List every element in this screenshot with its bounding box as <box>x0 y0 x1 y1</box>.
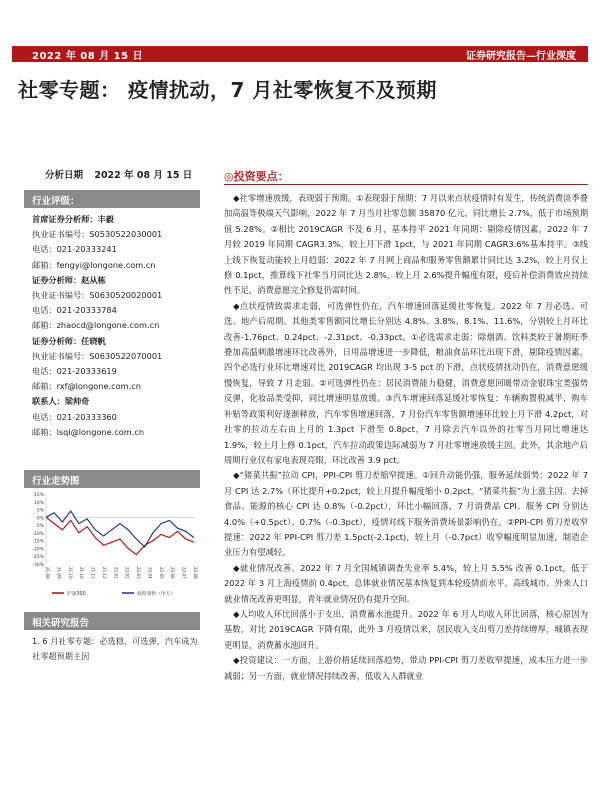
x-tick-label: 22-01 <box>113 567 119 579</box>
x-tick-label: 22-08 <box>193 567 198 579</box>
contact-name: 梁帅奇 <box>64 396 90 407</box>
cert-number: S0630520020001 <box>89 290 163 301</box>
chart-title: 行业走势图 <box>24 470 200 488</box>
legend-label: 沪深300 <box>67 591 86 597</box>
analyst-role: 首席证券分析师： <box>32 214 98 224</box>
series-line <box>46 511 194 547</box>
related-report-item[interactable]: 1. 6 月社零专题：必选稳，可选弹，汽车成为社零超预期主因 <box>32 636 198 661</box>
x-tick-label: 21-09 <box>56 567 62 579</box>
tel-label: 电话： <box>32 411 57 422</box>
mail-label: 邮箱： <box>32 381 57 392</box>
investment-title: ◎投资要点： <box>224 170 289 183</box>
x-tick-label: 22-04 <box>147 567 153 579</box>
email-link[interactable]: lsqi@longone.com.cn <box>56 426 145 437</box>
tel-number: 021-20333619 <box>56 366 117 377</box>
analyst-name: 丰毅 <box>97 214 114 224</box>
analysis-date-label: 分析日期 <box>45 170 84 181</box>
paragraph: ◆社零增速放缓，表现弱于预期。①表现弱于预期：7 月以来点状疫情时有发生，传统消费淡季叠加高温等极端天气影响，2022 年 7 月当月社零总额 35870 亿元，同比增长 2.7%，低于市场预期值 5.28%。②相比 2019CAGR 不及 6 月，基本持平 2021 年同期：剔除疫情因素，2022 年 7 月较 2019 年同期 CAGR3.3%，较上月下滑 1pct，与 2021 年同期 CAGR3.6%基本持平。③线上线下恢复动能较上月趋弱：2022 年 7 月网上商品和服务零售额累计同比达 3.2%，较上月仅上修 0.1pct，推算线下社零当月同比达 2.8%，较上月 2.6%提升幅度有限，疫后补偿消费效应持续性不足，消费意愿完全修复仍需时间。 <box>224 193 588 296</box>
y-tick-label: -5% <box>35 524 44 530</box>
x-tick-label: 22-03 <box>136 567 142 579</box>
analyst-block <box>32 334 202 395</box>
report-date: 2022 年 08 月 15 日 <box>32 51 144 62</box>
tel-label: 电话： <box>32 305 57 316</box>
y-tick-label: -15% <box>32 539 44 545</box>
paragraph: ◆“猪菜共振”拉动 CPI，PPI-CPI 剪刀差缩窄提速。①回升动能仍强，服务延续弱势：2022 年 7 月 CPI 达 2.7%（环比提升+0.2pct，较上月提升幅度缩小 0.2pct，“猪菜共振”为上涨主因。去掉食品、能源的核心 CPI 达 0.8%（-0.2pct），环比小幅回落，7 月消费品 CPI、服务 CPI 分别达 4.0%（+0.5pct）、0.7%（-0.3pct），疫情对线下服务消费场景影响仍在。②PPI-CPI 剪刀差收窄提速：2022 年 PPI-CPI 剪刀差 1.5pct(-2.1pct)，较上月（-0.7pct）收窄幅度明显加速，制造企业压力有望减轻。 <box>224 470 588 558</box>
paragraph: ◆投资建议：一方面，上游价格延续回落趋势，带动 PPI-CPI 剪刀差收窄提速，成本压力进一步减弱；另一方面，就业情况持续改善，低收入人群就业 <box>224 655 588 681</box>
report-title: 社零专题： 疫情扰动，7 月社零恢复不及预期 <box>18 78 437 102</box>
x-tick-label: 22-05 <box>158 567 164 579</box>
paragraph: ◆人均收入环比回落小于支出，消费蓄水池提升。2022 年 6 月人均收入环比回落，核心原因为基数，对比 2019CAGR 下降有限，此外 3 月疫情以来，居民收入支出剪刀差持续增厚，城镇表现更明显，消费蓄水池回升。 <box>224 608 588 650</box>
y-tick-label: 10% <box>33 500 44 506</box>
rating-box <box>24 190 200 208</box>
analysis-date-value: 2022 年 08 月 15 日 <box>94 170 193 181</box>
x-tick-label: 21-08 <box>45 567 50 579</box>
trend-chart-svg <box>24 490 200 602</box>
cert-label: 执业证书编号： <box>32 290 90 301</box>
x-tick-label: 22-02 <box>124 567 130 579</box>
analyst-block <box>32 212 202 273</box>
analyst-role: 证券分析师： <box>32 335 82 346</box>
y-tick-label: -10% <box>32 531 44 537</box>
industry-trend-chart <box>24 490 200 602</box>
tel-number: 021-20333241 <box>56 244 117 255</box>
paragraph: ◆就业情况改善。2022 年 7 月全国城镇调查失业率 5.4%，较上月 5.5% 改善 0.1pct，低于 2022 年 3 月上海疫情前 0.4pct，总体就业情况基本恢复到本轮疫情前水平。高线城市、外来人口就业情况改善更明显，青年就业情况仍有提升空间。 <box>224 562 588 604</box>
tel-number: 021-20333360 <box>56 411 117 422</box>
mail-label: 邮箱： <box>32 426 57 437</box>
x-tick-label: 21-12 <box>101 567 107 579</box>
analyst-role: 证券分析师： <box>32 274 82 285</box>
cert-number: S0530522030001 <box>89 229 163 240</box>
cert-label: 执业证书编号： <box>32 350 90 361</box>
related-title: 相关研究报告 <box>24 612 200 630</box>
tel-label: 电话： <box>32 366 57 377</box>
y-tick-label: 15% <box>33 493 44 498</box>
email-link[interactable]: rxf@longone.com.cn <box>56 381 141 392</box>
y-tick-label: -30% <box>32 563 44 568</box>
tel-label: 电话： <box>32 244 57 255</box>
y-tick-label: -25% <box>32 555 44 561</box>
x-tick-label: 21-10 <box>79 567 85 579</box>
contact-role: 联系人： <box>32 396 65 407</box>
x-tick-label: 21-10 <box>67 567 73 579</box>
x-tick-label: 22-07 <box>181 567 187 579</box>
x-tick-label: 21-11 <box>90 567 96 579</box>
email-link[interactable]: zhaocd@longone.com.cn <box>56 320 160 331</box>
paragraph: ◆点状疫情致需求走弱，可选弹性仍在，汽车增速回落延缓社零恢复。2022 年 7 月必选、可选、地产后周期、其他类零售额同比增长分别达 4.8%、3.8%、8.1%、11.6%，分别较上月环比改善-1.76pct、0.24pct、-2.31pct、-0.33pct。①必选需求走弱：除烟酒、饮料类较于暑期旺季叠加高温刺激增速环比改善外，日用品增速进一步降低，粮油食品环比出现下滑，剔除疫情因素，四个必选行业环比增速对比 2019CAGR 均出现 3-5 pct 的下滑，点状疫情扰动仍在，消费意愿缓慢恢复，导致 7 月走弱。②可选弹性仍在：居民消费能力稳健，消费意愿回暖带动金银珠宝类强势反弹，化妆品类受抑，同比增速明显放缓。③汽车增速回落延缓社零恢复：车辆购置税减半、购车补贴等政策利好逐渐释放，汽车零售增速回落，7 月份汽车零售额增速环比较上月下滑 4.2pct，对社零的拉动左右由上月的 1.3pct 下滑至 0.8pct，7 月除去汽车以外的社零当月同比增速达 1.9%，较上月上修 0.1pct，汽车拉动政策边际减弱为 7 月社零增速放缓主因。此外，其余地产后周期行业仅有家电表现亮眼，环比改善 3.9 pct。 <box>224 300 588 465</box>
email-link[interactable]: fengyi@longone.com.cn <box>56 259 156 270</box>
cert-label: 执业证书编号： <box>32 229 90 240</box>
analysis-date <box>45 167 192 181</box>
mail-label: 邮箱： <box>32 259 57 270</box>
analyst-block <box>32 273 202 334</box>
y-tick-label: -20% <box>32 547 44 553</box>
section-divider <box>224 184 588 185</box>
investment-body <box>224 191 588 684</box>
header-bar <box>12 46 588 62</box>
y-tick-label: 0% <box>36 516 44 522</box>
x-tick-label: 22-06 <box>170 567 176 579</box>
legend-label: 商贸零售（申万） <box>137 591 176 597</box>
mail-label: 邮箱： <box>32 320 57 331</box>
rating-title: 行业评级： <box>24 190 200 208</box>
contact-block <box>32 394 202 440</box>
analyst-name: 赵从栋 <box>81 274 106 285</box>
report-type: 证券研究报告—行业深度 <box>466 51 576 62</box>
y-tick-label: 5% <box>36 508 44 514</box>
cert-number: S0630522070001 <box>89 350 163 361</box>
analyst-name: 任晓帆 <box>81 335 106 346</box>
analyst-list <box>32 212 202 440</box>
tel-number: 021-20333784 <box>56 305 117 316</box>
